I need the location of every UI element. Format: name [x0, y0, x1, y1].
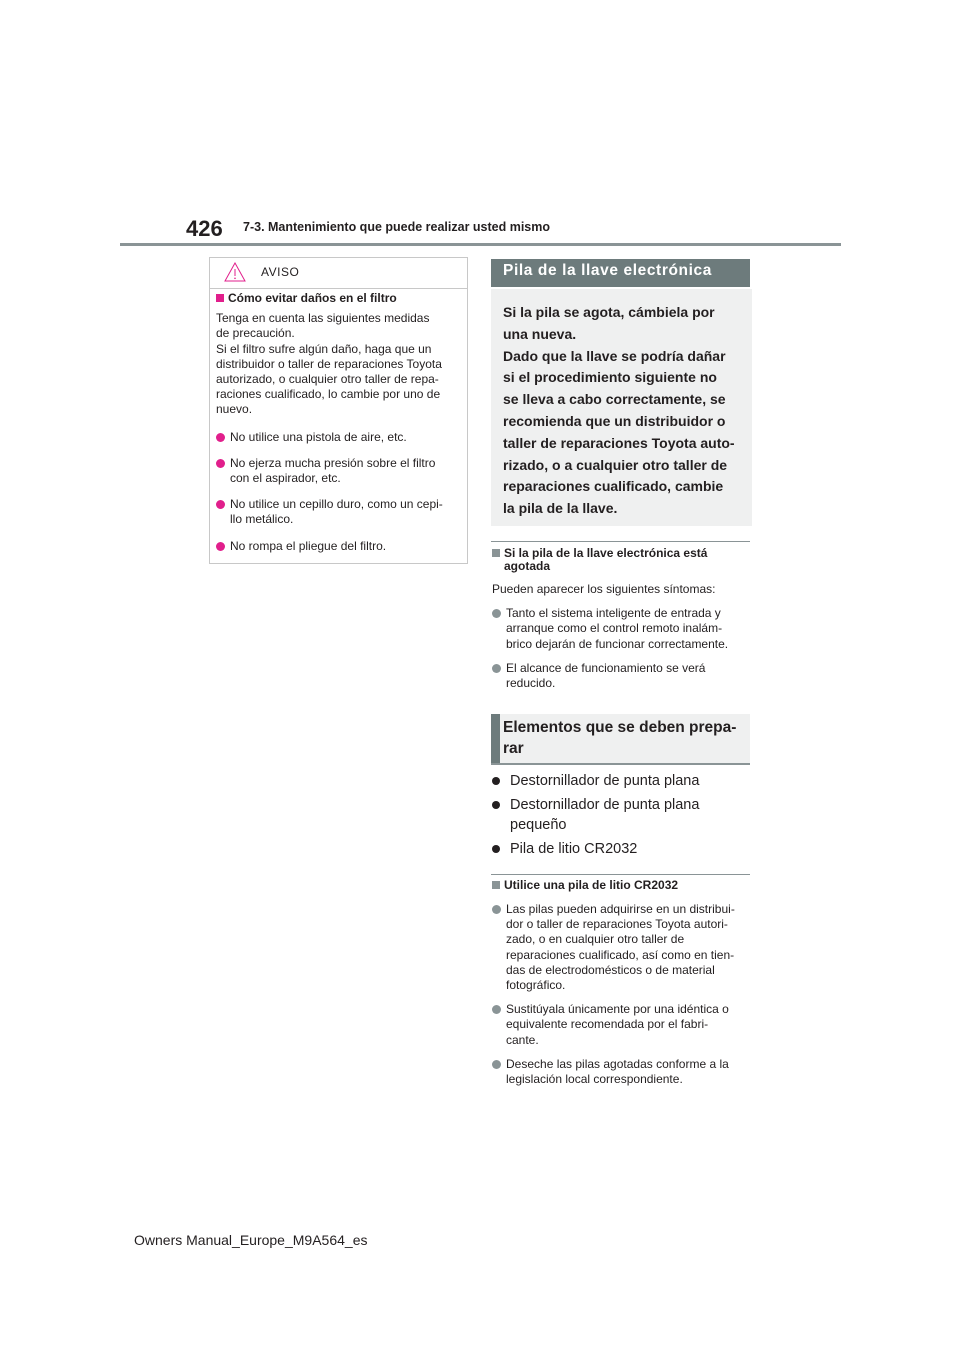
depleted-heading: Si la pila de la llave electrónica está agotada — [492, 547, 707, 573]
section-title: 7-3. Mantenimiento que puede realizar usted mismo — [243, 220, 551, 234]
intro-panel — [491, 289, 752, 526]
square-bullet-icon — [492, 549, 500, 557]
warning-paragraph: Tenga en cuenta las siguientes medidas de precaución. Si el filtro sufre algún daño, haga que un distribuidor o taller de reparaciones Toyota autorizado, o cualquier otro taller de repa- raciones cualificado, lo cambie por uno de nuevo. — [216, 311, 442, 417]
lithium-bullet: Las pilas pueden adquirirse en un distribui- dor o taller de reparaciones Toyota autori- zado, o en cualquier otro taller de reparaciones cualificado, así como en tien- das de electrodomésticos o de material fotográfico. — [492, 902, 752, 993]
depleted-body — [492, 582, 752, 691]
list-item: Pila de litio CR2032 — [492, 839, 752, 860]
bullet-dot-icon — [216, 459, 225, 468]
bullet-dot-icon — [492, 845, 500, 853]
page-number: 426 — [186, 216, 223, 241]
bullet-dot-icon — [216, 433, 225, 442]
warning-bullet: No ejerza mucha presión sobre el filtro con el aspirador, etc. — [216, 456, 462, 486]
list-item: Destornillador de punta plana pequeño — [492, 795, 752, 836]
bullet-dot-icon — [492, 1005, 501, 1014]
lithium-body — [492, 894, 752, 1087]
bullet-dot-icon — [492, 801, 500, 809]
depleted-bullet: Tanto el sistema inteligente de entrada y arranque como el control remoto inalám- brico dejarán de funcionar correctamente. — [492, 606, 752, 652]
lithium-bullet: Sustitúyala únicamente por una idéntica o equivalente recomendada por el fabri- cante. — [492, 1002, 752, 1048]
divider — [491, 541, 750, 542]
warning-label: AVISO — [261, 265, 300, 279]
band-accent-bar — [491, 714, 500, 763]
section-band-battery — [491, 259, 750, 287]
warning-triangle-icon — [224, 262, 246, 282]
section-band-items — [491, 714, 750, 765]
warning-bullet: No utilice una pistola de aire, etc. — [216, 430, 462, 445]
bullet-dot-icon — [492, 664, 501, 673]
square-bullet-icon — [216, 294, 224, 302]
bullet-dot-icon — [216, 500, 225, 509]
depleted-lead: Pueden aparecer los siguientes síntomas: — [492, 582, 716, 596]
items-list — [492, 771, 752, 862]
bullet-dot-icon — [216, 542, 225, 551]
warning-box — [209, 257, 468, 564]
divider — [491, 874, 750, 875]
bullet-dot-icon — [492, 905, 501, 914]
footer-text: Owners Manual_Europe_M9A564_es — [134, 1232, 368, 1248]
lithium-bullet: Deseche las pilas agotadas conforme a la legislación local correspondiente. — [492, 1057, 752, 1087]
list-item: Destornillador de punta plana — [492, 771, 752, 792]
warning-bullet: No rompa el pliegue del filtro. — [216, 539, 462, 554]
lithium-heading: Utilice una pila de litio CR2032 — [492, 879, 678, 892]
depleted-bullet: El alcance de funcionamiento se verá reducido. — [492, 661, 752, 691]
warning-subheading: Cómo evitar daños en el filtro — [216, 291, 462, 306]
warning-header — [210, 258, 467, 289]
bullet-dot-icon — [492, 1060, 501, 1069]
section-band-title: Pila de la llave electrónica — [503, 262, 712, 279]
items-title: Elementos que se deben prepa- rar — [503, 719, 737, 757]
intro-text: Si la pila se agota, cámbiela por una nueva. Dado que la llave se podría dañar si el procedimiento siguiente no se lleva a cabo correctamente, se recomienda que un distribuidor o taller de reparaciones Toyota auto- rizado, o a cualquier otro taller de reparaciones cualificado, cambie la pila de la llave. — [503, 304, 735, 517]
bullet-dot-icon — [492, 609, 501, 618]
warning-bullet: No utilice un cepillo duro, como un cepi- llo metálico. — [216, 497, 462, 527]
bullet-dot-icon — [492, 777, 500, 785]
header-rule — [120, 243, 841, 246]
square-bullet-icon — [492, 881, 500, 889]
